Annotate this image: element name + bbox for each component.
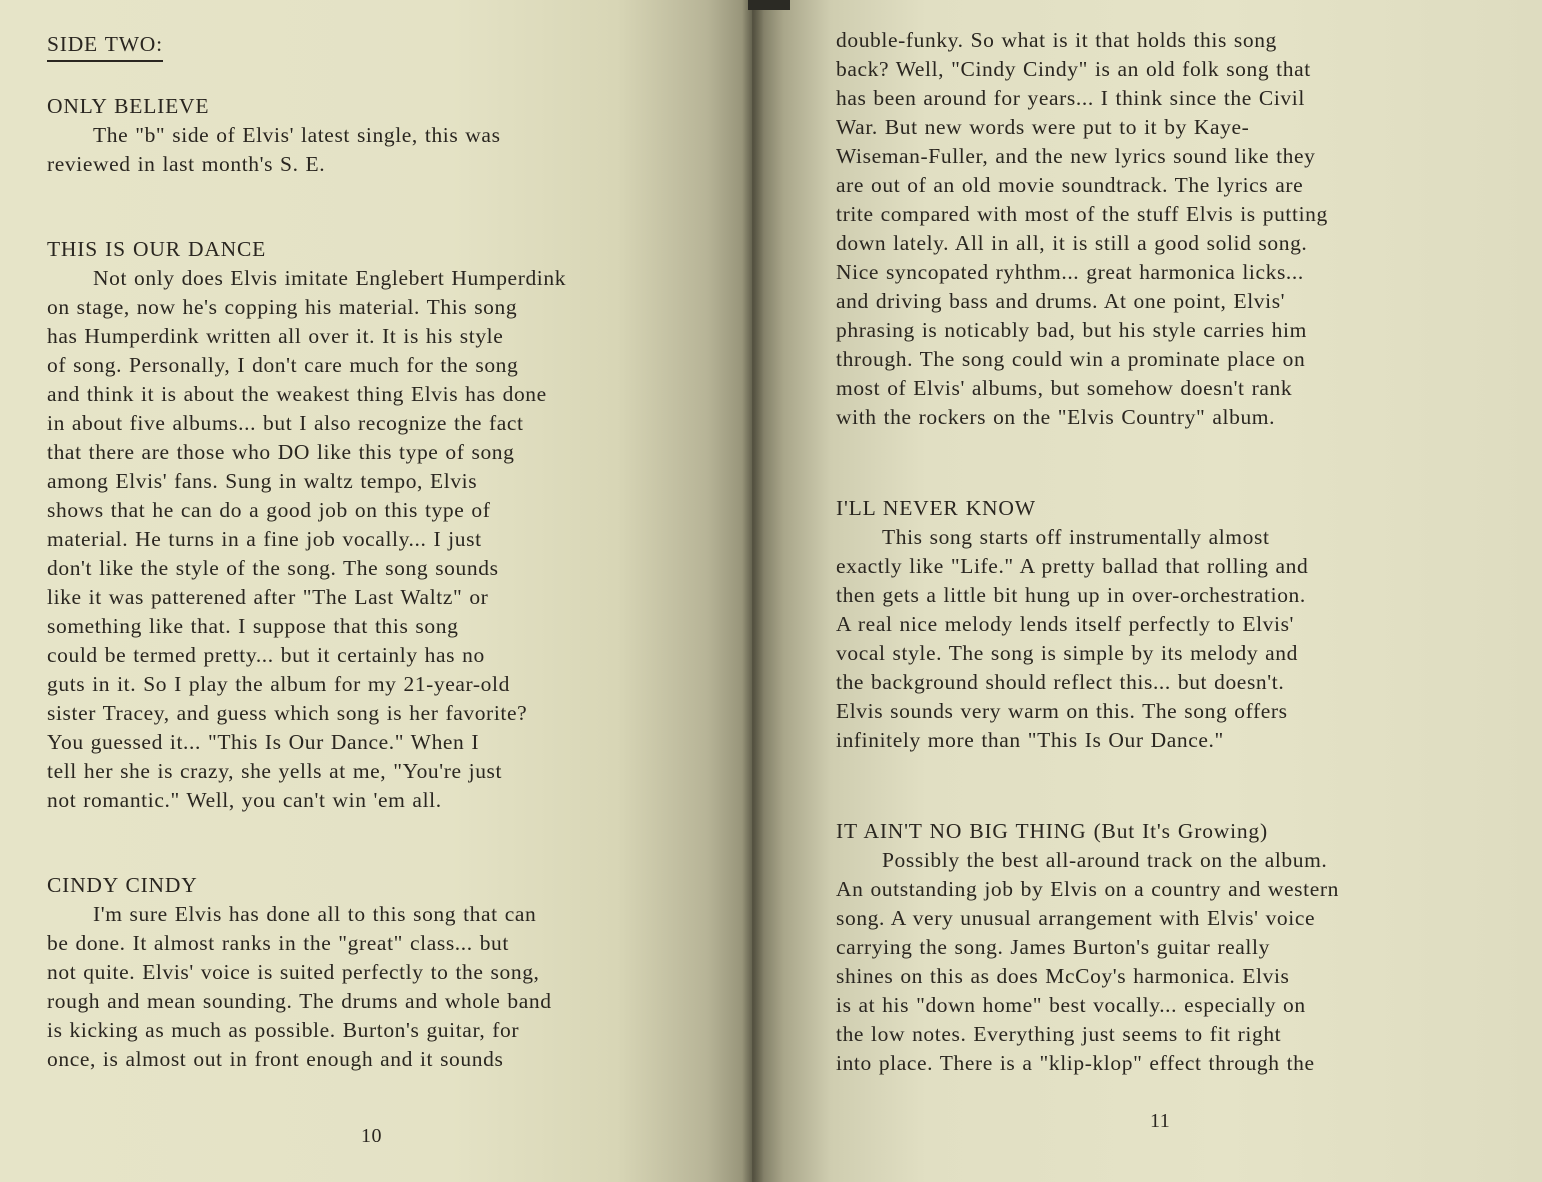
right-page [752,0,1542,1182]
section-line: Not only does Elvis imitate Englebert Humperdink [93,266,567,290]
section-line: not quite. Elvis' voice is suited perfectly to the song, [47,960,540,984]
page-number-left: 10 [361,1125,382,1147]
section-line: Nice syncopated ryhthm... great harmonica licks... [836,260,1304,284]
section-line: the background should reflect this... but doesn't. [836,670,1285,694]
section-line: that there are those who DO like this type of song [47,440,515,464]
section-line: This song starts off instrumentally almost [882,525,1270,549]
section-line: infinitely more than "This Is Our Dance." [836,728,1224,752]
section-line: sister Tracey, and guess which song is her favorite? [47,701,528,725]
section-line: of song. Personally, I don't care much for the song [47,353,519,377]
section-line: shines on this as does McCoy's harmonica. Elvis [836,964,1290,988]
section-line: The "b" side of Elvis' latest single, this was [93,123,501,147]
section-line: shows that he can do a good job on this type of [47,498,491,522]
section-line: tell her she is crazy, she yells at me, "You're just [47,759,503,783]
section-line: are out of an old movie soundtrack. The lyrics are [836,173,1304,197]
section-line: has Humperdink written all over it. It is his style [47,324,504,348]
section-line: once, is almost out in front enough and it sounds [47,1047,504,1071]
section-line: material. He turns in a fine job vocally... I just [47,527,482,551]
section-line: I'm sure Elvis has done all to this song that can [93,902,537,926]
section-line: and think it is about the weakest thing Elvis has done [47,382,547,406]
book-spine-edge [748,0,790,10]
section-line: could be termed pretty... but it certainly has no [47,643,485,667]
section-line: exactly like "Life." A pretty ballad that rolling and [836,554,1309,578]
section-line: in about five albums... but I also recognize the fact [47,411,524,435]
section-line: song. A very unusual arrangement with Elvis' voice [836,906,1316,930]
section-line: War. But new words were put to it by Kaye- [836,115,1250,139]
section-line: into place. There is a "klip-klop" effect through the [836,1051,1315,1075]
section-line: phrasing is noticably bad, but his style carries him [836,318,1307,342]
section-cindy-cindy [47,871,727,1074]
section-line: the low notes. Everything just seems to fit right [836,1022,1282,1046]
section-line: double-funky. So what is it that holds this song [836,28,1277,52]
section-title: THIS IS OUR DANCE [47,237,267,261]
section-line: You guessed it... "This Is Our Dance." When I [47,730,480,754]
section-line: has been around for years... I think since the Civil [836,86,1305,110]
section-title: I'LL NEVER KNOW [836,496,1036,520]
section-line: among Elvis' fans. Sung in waltz tempo, Elvis [47,469,478,493]
left-page [0,0,752,1182]
right-page-text [836,26,1516,1078]
section-title: IT AIN'T NO BIG THING (But It's Growing) [836,819,1268,843]
section-line: most of Elvis' albums, but somehow doesn't rank [836,376,1293,400]
left-page-text [47,30,727,1074]
section-line: like it was patterened after "The Last Waltz" or [47,585,489,609]
section-line: don't like the style of the song. The song sounds [47,556,499,580]
section-line: reviewed in last month's S. E. [47,152,326,176]
section-it-aint-no-big-thing [836,817,1516,1078]
section-line: Elvis sounds very warm on this. The song offers [836,699,1288,723]
book-spine-shadow [742,0,764,1182]
section-line: A real nice melody lends itself perfectly to Elvis' [836,612,1295,636]
section-line: carrying the song. James Burton's guitar really [836,935,1270,959]
section-title: ONLY BELIEVE [47,94,210,118]
cindy-cindy-continuation [836,26,1516,432]
section-line: then gets a little bit hung up in over-orchestration. [836,583,1306,607]
section-line: with the rockers on the "Elvis Country" album. [836,405,1276,429]
section-this-is-our-dance [47,235,727,815]
section-line: not romantic." Well, you can't win 'em all. [47,788,442,812]
section-line: on stage, now he's copping his material. This song [47,295,518,319]
section-title: CINDY CINDY [47,873,198,897]
section-line: An outstanding job by Elvis on a country and western [836,877,1339,901]
section-line: guts in it. So I play the album for my 21-year-old [47,672,510,696]
section-line: something like that. I suppose that this song [47,614,459,638]
section-line: Possibly the best all-around track on the album. [882,848,1328,872]
section-line: be done. It almost ranks in the "great" class... but [47,931,509,955]
section-line: vocal style. The song is simple by its melody and [836,641,1298,665]
section-line: back? Well, "Cindy Cindy" is an old folk song that [836,57,1311,81]
section-line: Wiseman-Fuller, and the new lyrics sound like they [836,144,1316,168]
section-line: is kicking as much as possible. Burton's guitar, for [47,1018,520,1042]
section-line: through. The song could win a prominate place on [836,347,1306,371]
page-number-right: 11 [1150,1110,1171,1132]
section-line: down lately. All in all, it is still a good solid song. [836,231,1308,255]
section-only-believe [47,92,727,179]
section-line: trite compared with most of the stuff Elvis is putting [836,202,1328,226]
section-line: and driving bass and drums. At one point, Elvis' [836,289,1286,313]
section-ill-never-know [836,494,1516,755]
section-line: rough and mean sounding. The drums and whole band [47,989,552,1013]
side-two-heading [47,30,727,62]
side-heading-text: SIDE TWO: [47,30,163,62]
section-line: is at his "down home" best vocally... especially on [836,993,1306,1017]
